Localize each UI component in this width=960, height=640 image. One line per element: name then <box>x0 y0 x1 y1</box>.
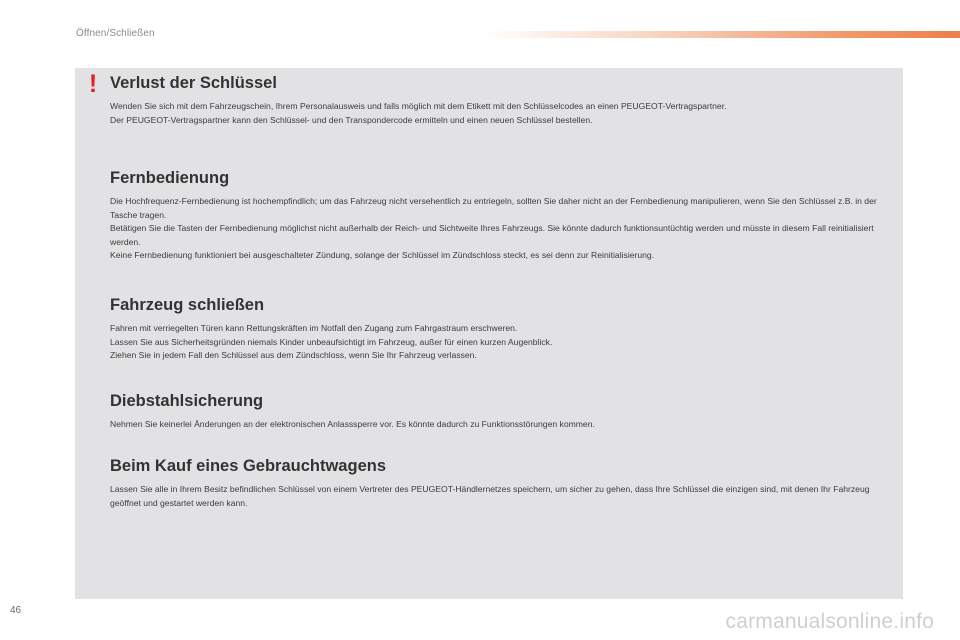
section-used-car <box>110 456 890 510</box>
section-paragraph: Nehmen Sie keinerlei Änderungen an der elektronischen Anlasssperre vor. Es könnte dadurch zu Funktionsstörungen kommen. <box>110 419 595 429</box>
section-paragraph: Betätigen Sie die Tasten der Fernbedienung möglichst nicht außerhalb der Reich- und Sichtweite Ihres Fahrzeugs. Sie könnte dadurch funktionsuntüchtig werden und müsste in diesem Fall reinitialisiert werden. <box>110 223 874 247</box>
section-paragraph: Ziehen Sie in jedem Fall den Schlüssel aus dem Zündschloss, wenn Sie Ihr Fahrzeug verlassen. <box>110 350 477 361</box>
section-lock-vehicle <box>110 295 890 363</box>
section-paragraph: Lassen Sie alle in Ihrem Besitz befindlichen Schlüssel von einem Vertreter des PEUGEOT-Händlernetzes speichern, um sicher zu gehen, dass Ihre Schlüssel die einzigen sind, mit denen Ihr Fahrzeug geöffnet und gestartet werden kann. <box>110 484 870 508</box>
header-accent-bar <box>480 31 960 38</box>
page-number: 46 <box>10 605 22 616</box>
section-paragraph: Wenden Sie sich mit dem Fahrzeugschein, Ihrem Personalausweis und falls möglich mit dem Etikett mit den Schlüsselcodes an einen PEUGEOT-Vertragspartner. <box>110 101 727 111</box>
section-paragraph: Fahren mit verriegelten Türen kann Rettungskräften im Notfall den Zugang zum Fahrgastraum erschweren. <box>110 323 518 333</box>
section-anti-theft <box>110 391 890 432</box>
section-paragraph: Lassen Sie aus Sicherheitsgründen niemals Kinder unbeaufsichtigt im Fahrzeug, außer für einen kurzen Augenblick. <box>110 336 553 347</box>
section-title: Diebstahlsicherung <box>110 392 264 410</box>
section-remote-control <box>110 168 890 263</box>
section-key-loss <box>110 73 890 127</box>
section-paragraph: Der PEUGEOT-Vertragspartner kann den Schlüssel- und den Transpondercode ermitteln und einen neuen Schlüssel bestellen. <box>110 114 593 125</box>
section-title: Fernbedienung <box>110 169 230 187</box>
header-title: Öffnen/Schließen <box>76 28 155 39</box>
section-paragraph: Die Hochfrequenz-Fernbedienung ist hochempfindlich; um das Fahrzeug nicht versehentlich zu entriegeln, sollten Sie daher nicht an der Fernbedienung manipulieren, wenn Sie den Schlüssel z.B. in der Tasche tragen. <box>110 196 877 220</box>
section-title: Verlust der Schlüssel <box>110 74 277 92</box>
exclamation-icon: ! <box>88 70 98 98</box>
section-title: Beim Kauf eines Gebrauchtwagens <box>110 457 386 475</box>
section-paragraph: Keine Fernbedienung funktioniert bei ausgeschalteter Zündung, solange der Schlüssel im Zündschloss steckt, es sei denn zur Reinitialisierung. <box>110 250 655 261</box>
watermark: carmanualsonline.info <box>725 610 934 633</box>
section-title: Fahrzeug schließen <box>110 296 265 314</box>
